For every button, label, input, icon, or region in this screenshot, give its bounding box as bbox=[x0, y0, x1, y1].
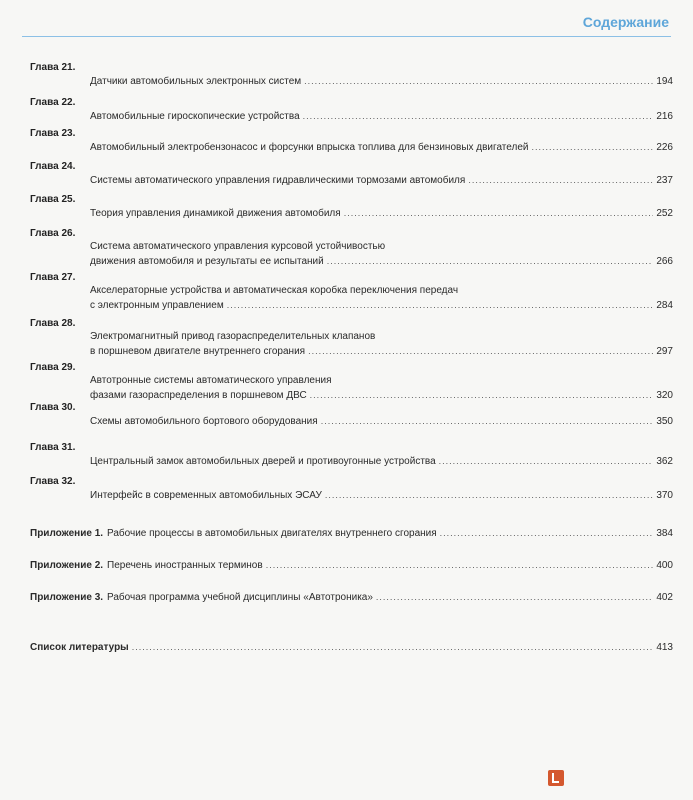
entry-title: Центральный замок автомобильных дверей и противоугонные устройства bbox=[90, 456, 436, 467]
entry-title: Схемы автомобильного бортового оборудования bbox=[90, 416, 318, 427]
page-title: Содержание bbox=[582, 14, 669, 30]
toc-entry[interactable] bbox=[90, 109, 673, 124]
dot-leader bbox=[376, 590, 653, 604]
page-number: 237 bbox=[656, 175, 673, 186]
entry-title-line: Электромагнитный привод газораспределительных клапанов bbox=[90, 331, 376, 342]
dot-leader bbox=[227, 298, 654, 312]
dot-leader bbox=[321, 414, 654, 428]
entry-title: Системы автоматического управления гидравлическими тормозами автомобиля bbox=[90, 175, 466, 186]
page-number: 402 bbox=[656, 592, 673, 603]
chapter-label: Глава 27. bbox=[30, 272, 76, 283]
page-number: 370 bbox=[656, 490, 673, 501]
toc-entry[interactable] bbox=[90, 414, 673, 429]
dot-leader bbox=[310, 388, 654, 402]
toc-entry[interactable] bbox=[90, 374, 673, 403]
page-number: 400 bbox=[656, 560, 673, 571]
page-number: 350 bbox=[656, 416, 673, 427]
page-number: 413 bbox=[656, 642, 673, 653]
toc-entry[interactable] bbox=[90, 284, 673, 313]
toc-entry[interactable] bbox=[90, 454, 673, 469]
dot-leader bbox=[304, 74, 653, 88]
page-number: 266 bbox=[656, 256, 673, 267]
dot-leader bbox=[303, 109, 654, 123]
page-number: 297 bbox=[656, 346, 673, 357]
toc-entry[interactable] bbox=[90, 206, 673, 221]
chapter-label: Глава 26. bbox=[30, 228, 76, 239]
chapter-label: Глава 32. bbox=[30, 476, 76, 487]
appendix-title: Перечень иностранных терминов bbox=[107, 560, 263, 571]
toc-appendix-entry[interactable] bbox=[30, 590, 673, 605]
appendix-title: Рабочая программа учебной дисциплины «Автотроника» bbox=[107, 592, 373, 603]
entry-title: движения автомобиля и результаты ее испытаний bbox=[90, 256, 324, 267]
toc-entry[interactable] bbox=[90, 240, 673, 269]
entry-title: с электронным управлением bbox=[90, 300, 224, 311]
chapter-label: Глава 25. bbox=[30, 194, 76, 205]
page-number: 252 bbox=[656, 208, 673, 219]
appendix-title: Рабочие процессы в автомобильных двигателях внутреннего сгорания bbox=[107, 528, 437, 539]
entry-title-line: Акселераторные устройства и автоматическая коробка переключения передач bbox=[90, 285, 459, 296]
toc-appendix-entry[interactable] bbox=[30, 558, 673, 573]
appendix-label: Приложение 3. bbox=[30, 592, 104, 603]
toc-entry[interactable] bbox=[90, 488, 673, 503]
dot-leader bbox=[439, 454, 654, 468]
entry-title: фазами газораспределения в поршневом ДВС bbox=[90, 390, 307, 401]
toc-entry[interactable] bbox=[90, 74, 673, 89]
entry-title: Автомобильные гироскопические устройства bbox=[90, 111, 300, 122]
page-number: 384 bbox=[656, 528, 673, 539]
page-number: 216 bbox=[656, 111, 673, 122]
labirint-logo-icon bbox=[548, 770, 564, 786]
dot-leader bbox=[132, 640, 654, 654]
entry-title: Автомобильный электробензонасос и форсунки впрыска топлива для бензиновых двигателей bbox=[90, 142, 529, 153]
toc-appendix-entry[interactable] bbox=[30, 526, 673, 541]
chapter-label: Глава 30. bbox=[30, 402, 76, 413]
chapter-label: Глава 24. bbox=[30, 161, 76, 172]
dot-leader bbox=[327, 254, 654, 268]
toc-entry[interactable] bbox=[90, 173, 673, 188]
entry-title: Теория управления динамикой движения автомобиля bbox=[90, 208, 341, 219]
page-number: 320 bbox=[656, 390, 673, 401]
chapter-label: Глава 31. bbox=[30, 442, 76, 453]
entry-title: Интерфейс в современных автомобильных ЭСАУ bbox=[90, 490, 322, 501]
entry-title-line: Система автоматического управления курсовой устойчивостью bbox=[90, 241, 386, 252]
toc-entry[interactable] bbox=[90, 330, 673, 359]
chapter-label: Глава 21. bbox=[30, 62, 76, 73]
dot-leader bbox=[531, 140, 653, 154]
appendix-label: Приложение 1. bbox=[30, 528, 104, 539]
dot-leader bbox=[325, 488, 653, 502]
chapter-label: Глава 29. bbox=[30, 362, 76, 373]
page-number: 194 bbox=[656, 76, 673, 87]
dot-leader bbox=[344, 206, 654, 220]
entry-title-line: Автотронные системы автоматического управления bbox=[90, 375, 332, 386]
entry-title: Датчики автомобильных электронных систем bbox=[90, 76, 302, 87]
dot-leader bbox=[468, 173, 653, 187]
chapter-label: Глава 22. bbox=[30, 97, 76, 108]
dot-leader bbox=[440, 526, 654, 540]
dot-leader bbox=[266, 558, 654, 572]
dot-leader bbox=[308, 344, 653, 358]
chapter-label: Глава 23. bbox=[30, 128, 76, 139]
appendix-label: Список литературы bbox=[30, 642, 129, 653]
page-number: 284 bbox=[656, 300, 673, 311]
toc-appendix-entry[interactable] bbox=[30, 640, 673, 655]
page-number: 226 bbox=[656, 142, 673, 153]
chapter-label: Глава 28. bbox=[30, 318, 76, 329]
toc-entry[interactable] bbox=[90, 140, 673, 155]
appendix-label: Приложение 2. bbox=[30, 560, 104, 571]
entry-title: в поршневом двигателе внутреннего сгорания bbox=[90, 346, 306, 357]
page-number: 362 bbox=[656, 456, 673, 467]
